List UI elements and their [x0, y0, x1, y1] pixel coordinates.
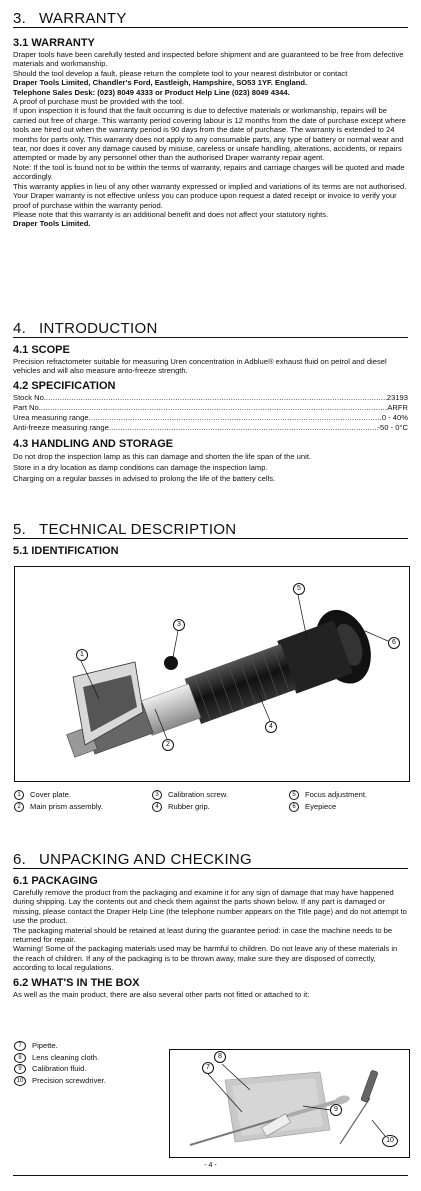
legend-label: Focus adjustment. — [305, 790, 368, 799]
spec-row — [13, 403, 408, 413]
box-item-label: Lens cleaning cloth. — [32, 1052, 100, 1062]
section-technical-description — [13, 521, 408, 558]
address-line: Draper Tools Limited, Chandler's Ford, Eastleigh, Hampshire, SO53 1YF. England. — [13, 78, 308, 88]
spec-row — [13, 393, 408, 403]
callout-3: 3 — [173, 619, 185, 631]
callout-4: 4 — [265, 721, 277, 733]
leader-dots — [46, 393, 387, 403]
paragraph: As well as the main product, there are also several other parts not fitted or attached to it: — [13, 989, 310, 999]
legend-item — [152, 801, 228, 813]
paragraph: This warranty applies in lieu of any other warranty expressed or implied and variations of its terms are not authorised. — [13, 181, 407, 191]
footer-rule — [13, 1175, 408, 1176]
spec-list — [13, 393, 408, 433]
section-title: TECHNICAL DESCRIPTION — [39, 521, 237, 538]
paragraph: Please note that this warranty is an additional benefit and does not affect your statutory rights. — [13, 209, 329, 219]
box-item-label: Calibration fluid. — [32, 1064, 87, 1073]
section-unpacking — [13, 851, 408, 999]
spec-value: ARFR — [387, 402, 408, 412]
paragraph: Do not drop the inspection lamp as this can damage and shorten the life span of the unit. — [13, 451, 312, 461]
callout-7: 7 — [202, 1062, 214, 1074]
section-heading — [13, 320, 408, 338]
telephone-line: Telephone Sales Desk: (023) 8049 4333 or Product Help Line (023) 8049 4344. — [13, 87, 290, 97]
subheading: 4.3 HANDLING AND STORAGE — [13, 437, 174, 450]
spec-value: 0 - 40% — [381, 412, 408, 422]
legend-item — [152, 789, 228, 801]
spec-value: 23193 — [386, 392, 408, 402]
legend-label: Calibration screw. — [168, 790, 228, 799]
section-heading — [13, 10, 408, 28]
section-heading — [13, 521, 408, 539]
legend-col-3 — [289, 789, 367, 813]
leader-dots — [89, 413, 382, 423]
paragraph: Store in a dry location as damp conditions can damage the inspection lamp. — [13, 462, 268, 472]
subheading: 6.1 PACKAGING — [13, 875, 98, 887]
subheading: 6.2 WHAT'S IN THE BOX — [13, 976, 140, 989]
section-number: 4. — [13, 320, 27, 337]
box-item-label: Precision screwdriver. — [32, 1075, 106, 1085]
legend-label: Main prism assembly. — [30, 802, 103, 811]
legend-item — [14, 789, 103, 801]
section-title: WARRANTY — [39, 10, 127, 27]
legend-label: Rubber grip. — [168, 802, 210, 811]
box-item-number: 9 — [14, 1064, 26, 1074]
page-number: - 4 - — [204, 1162, 217, 1169]
paragraph: Draper tools have been carefully tested and inspected before shipment and are guaranteed to be free from defective materials and workmanship. — [13, 50, 404, 69]
section-title: INTRODUCTION — [39, 320, 158, 337]
company-name: Draper Tools Limited. — [13, 219, 91, 229]
legend-item — [14, 801, 103, 813]
callout-1: 1 — [76, 649, 88, 661]
refractometer-illustration — [14, 566, 410, 782]
spec-label: Part No. — [13, 402, 41, 412]
paragraph: A proof of purchase must be provided with the tool. — [13, 97, 184, 107]
box-item — [14, 1063, 106, 1075]
spec-row — [13, 413, 408, 423]
callout-5: 5 — [293, 583, 305, 595]
legend-number: 6 — [289, 802, 299, 812]
legend-item — [289, 801, 367, 813]
subheading: 5.1 IDENTIFICATION — [13, 545, 119, 557]
legend-col-1 — [14, 789, 103, 813]
box-item-label: Pipette. — [32, 1041, 58, 1050]
legend-number: 1 — [14, 790, 24, 800]
callout-8: 8 — [214, 1051, 226, 1063]
legend-number: 3 — [152, 790, 162, 800]
paragraph: Precision refractometer suitable for measuring Uren concentration in Adblue® exhaust fluid on petrol and diesel vehicles and will also measure anto-freeze strength. — [13, 357, 387, 376]
paragraph: Carefully remove the product from the packaging and examine it for any sign of damage that may have happened during shipping. Lay the contents out and check them against the parts shown below. If any part is damaged or missing, please contact the Draper Help Line (the telephone number appears on the Title page) and do not attempt to use the product. — [13, 888, 407, 926]
legend-label: Eyepiece — [305, 802, 337, 811]
paragraph: The packaging material should be retained at least during the guarantee period: in case the machine needs to be returned for repair. — [13, 925, 393, 945]
subheading: 3.1 WARRANTY — [13, 37, 95, 49]
spec-row — [13, 423, 408, 433]
subheading: 4.1 SCOPE — [13, 344, 70, 356]
note-paragraph: Note: If the tool is found not to be within the terms of warranty, repairs and carriage charges will be quoted and made accordingly. — [13, 162, 405, 182]
paragraph: Your Draper warranty is not effective unless you can produce upon request a dated receipt or invoice to verify your proof of purchase within the warranty period. — [13, 191, 397, 210]
legend-col-2 — [152, 789, 228, 813]
paragraph: Charging on a regular basses in advised to prolong the life of the battery cells. — [13, 473, 276, 483]
legend-item — [289, 789, 367, 801]
box-contents-list — [14, 1040, 106, 1086]
section-title: UNPACKING AND CHECKING — [39, 851, 253, 868]
warning-paragraph: Warning! Some of the packaging materials used may be harmful to children. Do not leave any of these materials in the reach of children. If any of the packaging is to be thrown away, make sure they are disposed of correctly, according to local regulations. — [13, 944, 398, 973]
box-item — [14, 1075, 106, 1087]
spec-label: Stock No. — [13, 392, 46, 402]
section-number: 3. — [13, 10, 27, 27]
box-item — [14, 1052, 106, 1064]
box-item-number: 10 — [14, 1076, 26, 1086]
box-item — [14, 1040, 106, 1052]
section-introduction — [13, 320, 408, 484]
section-number: 6. — [13, 851, 27, 868]
box-item-number: 8 — [14, 1053, 26, 1063]
section-warranty — [13, 10, 408, 229]
spec-label: Urea measuring range — [13, 412, 89, 422]
section-number: 5. — [13, 521, 27, 538]
callout-2: 2 — [162, 739, 174, 751]
legend-number: 5 — [289, 790, 299, 800]
paragraph: If upon inspection it is found that the fault occurring is due to defective materials or workmanship, repairs will be carried out free of charge. This warranty period covering labour is 12 months from the date of purchase except where tools are hired out when the warranty period is 90 days from the date of purchase. The warranty is extended to 24 months for parts only. This warranty does not apply to any consumable parts, any type of battery or normal wear and tear, nor does it cover any damage caused by misuse, careless or unsafe handling, alterations, accidents, or repairs attempted or made by any personnel other than the authorised Draper warranty repair agent. — [13, 106, 406, 163]
spec-value: -50 - 0°C — [377, 422, 408, 432]
legend-number: 4 — [152, 802, 162, 812]
leader-dots — [41, 403, 387, 413]
legend-number: 2 — [14, 802, 24, 812]
box-contents-illustration — [169, 1049, 410, 1158]
refractometer-drawing — [15, 567, 409, 781]
callout-6: 6 — [388, 637, 400, 649]
callout-9: 9 — [330, 1104, 342, 1116]
legend-label: Cover plate. — [30, 790, 71, 799]
paragraph: Should the tool develop a fault, please return the complete tool to your nearest distributor or contact — [13, 68, 348, 78]
section-heading — [13, 851, 408, 869]
callout-10: 10 — [382, 1135, 398, 1147]
spec-label: Anti-freeze measuring range — [13, 422, 109, 432]
leader-dots — [109, 423, 378, 433]
box-item-number: 7 — [14, 1041, 26, 1051]
subheading: 4.2 SPECIFICATION — [13, 379, 116, 392]
